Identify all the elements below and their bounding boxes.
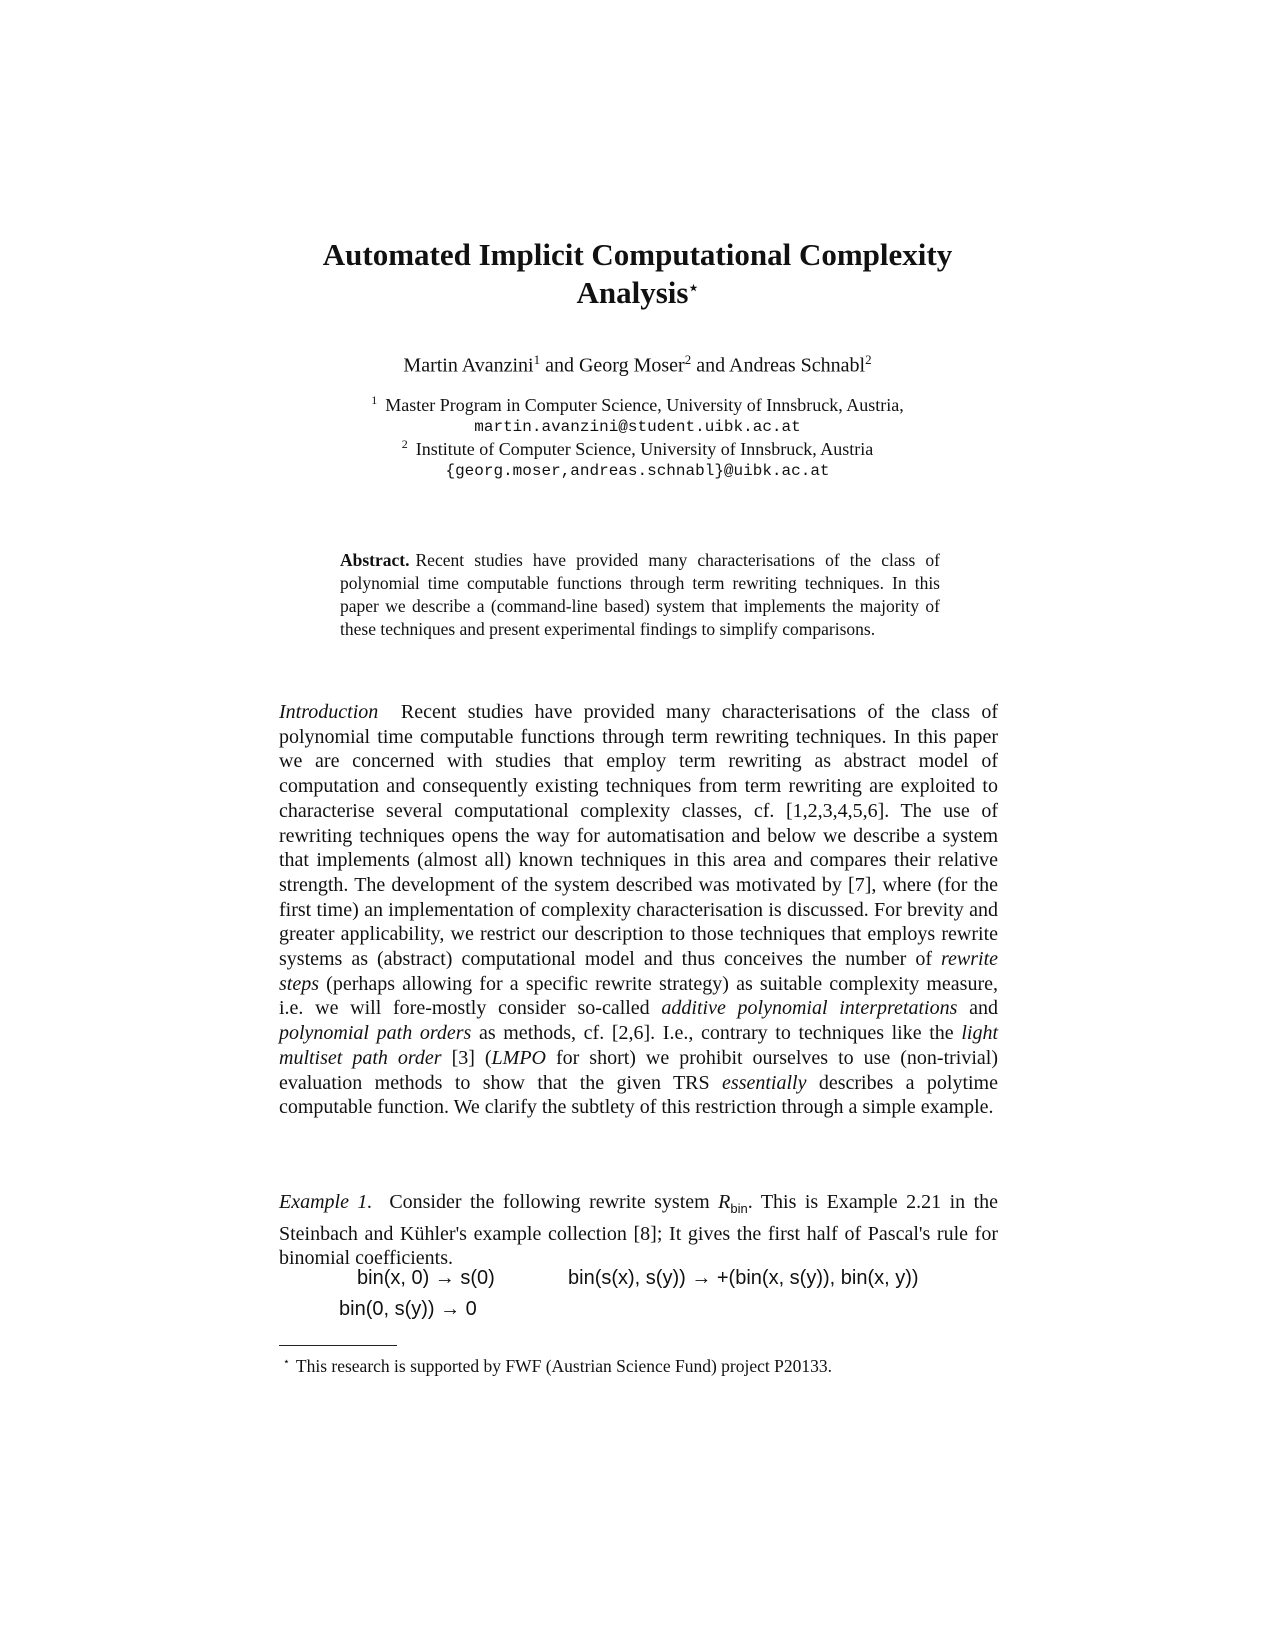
author-list <box>0 352 1275 378</box>
title-line-2 <box>0 274 1275 312</box>
affiliation-text: Institute of Computer Science, University of Innsbruck, Austria <box>415 439 874 459</box>
intro-label: Introduction <box>279 701 379 723</box>
affiliation-email[interactable]: martin.avanzini@student.uibk.ac.at <box>474 418 801 436</box>
intro-text: for short) we prohibit ourselves to use (non-trivial) evaluation methods to show that the given TRS <box>279 1046 999 1094</box>
intro-emphasis: rewrite steps <box>279 948 998 995</box>
intro-emphasis: light multiset path order <box>279 1022 998 1069</box>
author-separator: and <box>696 354 726 377</box>
intro-text: as methods, cf. [2,6]. I.e., contrary to techniques like the <box>478 1022 954 1045</box>
affiliation-1 <box>0 389 1275 438</box>
author-name: Georg Moser <box>578 354 685 377</box>
footnote-mark: ⋆ <box>283 1356 290 1368</box>
example-label: Example 1. <box>279 1191 373 1213</box>
affiliation-line <box>0 433 1275 460</box>
rewrite-rule-3: bin(0, s(y)) → 0 <box>339 1298 477 1320</box>
rewrite-rule-2: bin(s(x), s(y)) → +(bin(x, s(y)), bin(x, y)) <box>568 1267 919 1289</box>
author-affil-mark: 2 <box>865 352 872 367</box>
intro-text: describes a polytime computable function. We clarify the subtlety of this restriction through a simple example. <box>279 1071 998 1119</box>
abstract <box>340 549 940 641</box>
example-text: . This is Example 2.21 in the Steinbach and Kühler's example collection [8]; It gives the first half of Pascal's rule for binomial coefficients. <box>279 1191 999 1270</box>
author-separator: and <box>545 354 574 377</box>
title-line-1: Automated Implicit Computational Complexity <box>322 237 953 272</box>
affiliation-email[interactable]: {georg.moser,andreas.schnabl}@uibk.ac.at <box>445 462 830 480</box>
intro-text: [3] ( <box>451 1046 492 1069</box>
introduction-paragraph <box>279 700 998 1120</box>
title-footnote-mark: ⋆ <box>688 280 699 297</box>
affiliation-2 <box>0 433 1275 482</box>
abstract-text: Recent studies have provided many characterisations of the class of polynomial time computable functions through term rewriting techniques. In this paper we describe a (command-line based) system that implements the majority of these techniques and present experimental findings to simplify comparisons. <box>340 550 940 639</box>
affiliation-mark: 2 <box>401 437 408 451</box>
rewrite-system-subscript: bin <box>730 1201 748 1216</box>
affiliation-line <box>0 389 1275 416</box>
footnote-divider <box>279 1345 397 1346</box>
intro-text: (perhaps allowing for a specific rewrite strategy) as suitable complexity measure, i.e. we will fore-mostly consider so-called <box>279 972 999 1020</box>
author-name: Andreas Schnabl <box>729 354 866 377</box>
example-text: Consider the following rewrite system <box>389 1191 710 1213</box>
rewrite-rule-1: bin(x, 0) → s(0) <box>357 1267 495 1289</box>
abstract-label: Abstract. <box>340 550 410 570</box>
intro-emphasis: additive polynomial interpretations <box>661 997 958 1020</box>
intro-text: Recent studies have provided many characterisations of the class of polynomial time computable functions through term rewriting techniques. In this paper we are concerned with studies that employ term rewriting as abstract model of computation and consequently existing techniques from term rewriting are exploited to characterise several computational complexity classes, cf. [1,2,3,4,5,6]. The use of rewriting techniques opens the way for automatisation and below we describe a system that implements (almost all) known techniques in this area and compares their relative strength. The development of the system described was motivated by [7], where (for the first time) an implementation of complexity characterisation is discussed. For brevity and greater applicability, we restrict our description to those techniques that employs rewrite systems as (abstract) computational model and thus conceives the number of <box>279 701 999 971</box>
footnote <box>283 1355 832 1377</box>
author-affil-mark: 1 <box>533 352 541 367</box>
intro-emphasis: essentially <box>722 1071 807 1094</box>
footnote-text: This research is supported by FWF (Austrian Science Fund) project P20133. <box>295 1355 832 1376</box>
author-affil-mark: 2 <box>684 352 692 367</box>
intro-emphasis: LMPO <box>491 1046 546 1069</box>
intro-text: and <box>969 997 999 1020</box>
affiliation-mark: 1 <box>371 393 378 407</box>
rewrite-system-symbol <box>718 1191 748 1216</box>
author-name: Martin Avanzini <box>403 354 534 377</box>
title-line-2-text: Analysis <box>576 275 689 310</box>
intro-emphasis: polynomial path orders <box>279 1022 472 1045</box>
affiliation-text: Master Program in Computer Science, University of Innsbruck, Austria, <box>385 395 904 415</box>
rewrite-system-letter: R <box>718 1191 731 1213</box>
paper-title <box>0 236 1275 312</box>
example-1 <box>279 1190 998 1271</box>
